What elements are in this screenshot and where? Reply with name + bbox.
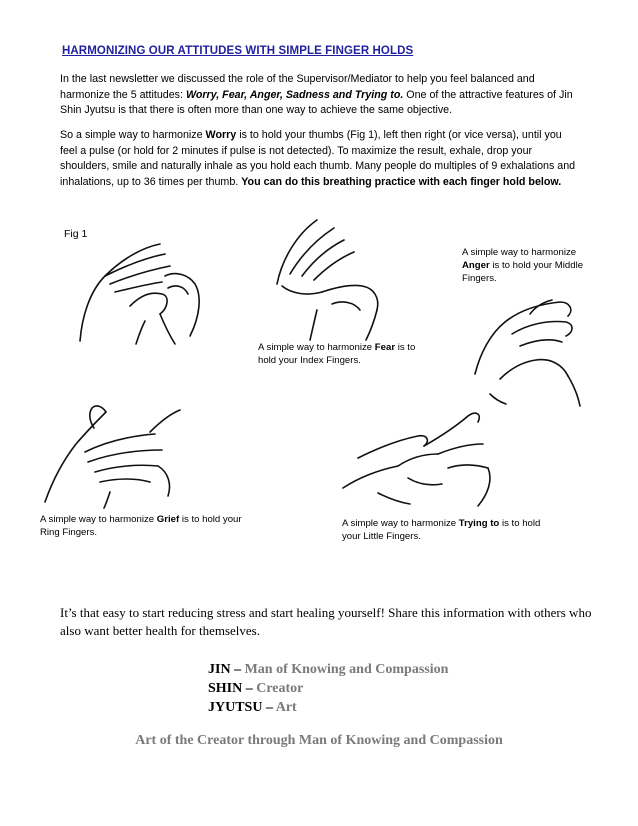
- trying-caption-post: is to hold your Little Fingers.: [342, 518, 541, 542]
- fear-caption-pre: A simple way to harmonize: [258, 342, 375, 353]
- jin-shin-jyutsu-meanings: [208, 660, 448, 717]
- anger-caption: [462, 246, 596, 285]
- fear-term: Fear: [374, 342, 396, 353]
- anger-term: Anger: [462, 260, 490, 271]
- middle-hold-illustration: [470, 284, 598, 408]
- thumb-hold-illustration: [70, 236, 220, 346]
- fig1-label: Fig 1: [64, 228, 88, 240]
- intro-text-b: One of the attractive features of Jin Shin Jyutsu is that there is often more than one way to achieve the same objective.: [60, 88, 573, 116]
- page-title: HARMONIZING OUR ATTITUDES WITH SIMPLE FINGER HOLDS: [62, 45, 414, 57]
- intro-text-a: In the last newsletter we discussed the role of the Supervisor/Mediator to help you feel balanced and harmonize the 5 attitudes:: [60, 73, 535, 101]
- fear-caption-post: is to hold your Index Fingers.: [258, 342, 416, 366]
- closing-paragraph: It’s that easy to start reducing stress and start healing yourself! Share this information with others who also want better health for themselves.: [60, 605, 592, 638]
- anger-caption-post: is to hold your Middle Fingers.: [462, 260, 584, 284]
- intro-paragraph: [60, 72, 580, 119]
- grief-caption-pre: A simple way to harmonize: [40, 514, 157, 525]
- grief-term: Grief: [156, 514, 180, 525]
- little-hold-illustration: [338, 398, 498, 512]
- worry-paragraph: [60, 128, 580, 190]
- breathing-note: You can do this breathing practice with each finger hold below.: [241, 175, 562, 188]
- trying-caption: [342, 517, 558, 543]
- worry-term: Worry: [205, 129, 237, 141]
- tagline: Art of the Creator through Man of Knowing and Compassion: [135, 733, 503, 748]
- grief-caption: [40, 513, 258, 539]
- grief-caption-post: is to hold your Ring Fingers.: [40, 514, 242, 538]
- worry-text-a: So a simple way to harmonize: [60, 129, 206, 141]
- worry-text-b: is to hold your thumbs (Fig 1), left then right (or vice versa), until you feel a pulse (or hold for 2 minutes if pulse is not detected). To maximize the result, exhale, drop your shoulders, smile and naturally inhale as you hold each thumb. Many people do multiples of 9 exhalations and inhalations, up to 36 times per thumb.: [60, 129, 576, 188]
- anger-caption-pre: A simple way to harmonize: [462, 247, 577, 258]
- meaning-jin: JIN – Man of Knowing and Compassion: [208, 662, 449, 677]
- index-hold-illustration: [262, 214, 402, 342]
- fear-caption: [258, 341, 424, 367]
- meaning-jyutsu: JYUTSU – Art: [208, 700, 297, 715]
- meaning-shin: SHIN – Creator: [208, 681, 304, 696]
- ring-hold-illustration: [40, 392, 190, 510]
- attitudes-list: Worry, Fear, Anger, Sadness and Trying to.: [185, 88, 404, 101]
- trying-term: Trying to: [458, 518, 500, 529]
- trying-caption-pre: A simple way to harmonize: [342, 518, 459, 529]
